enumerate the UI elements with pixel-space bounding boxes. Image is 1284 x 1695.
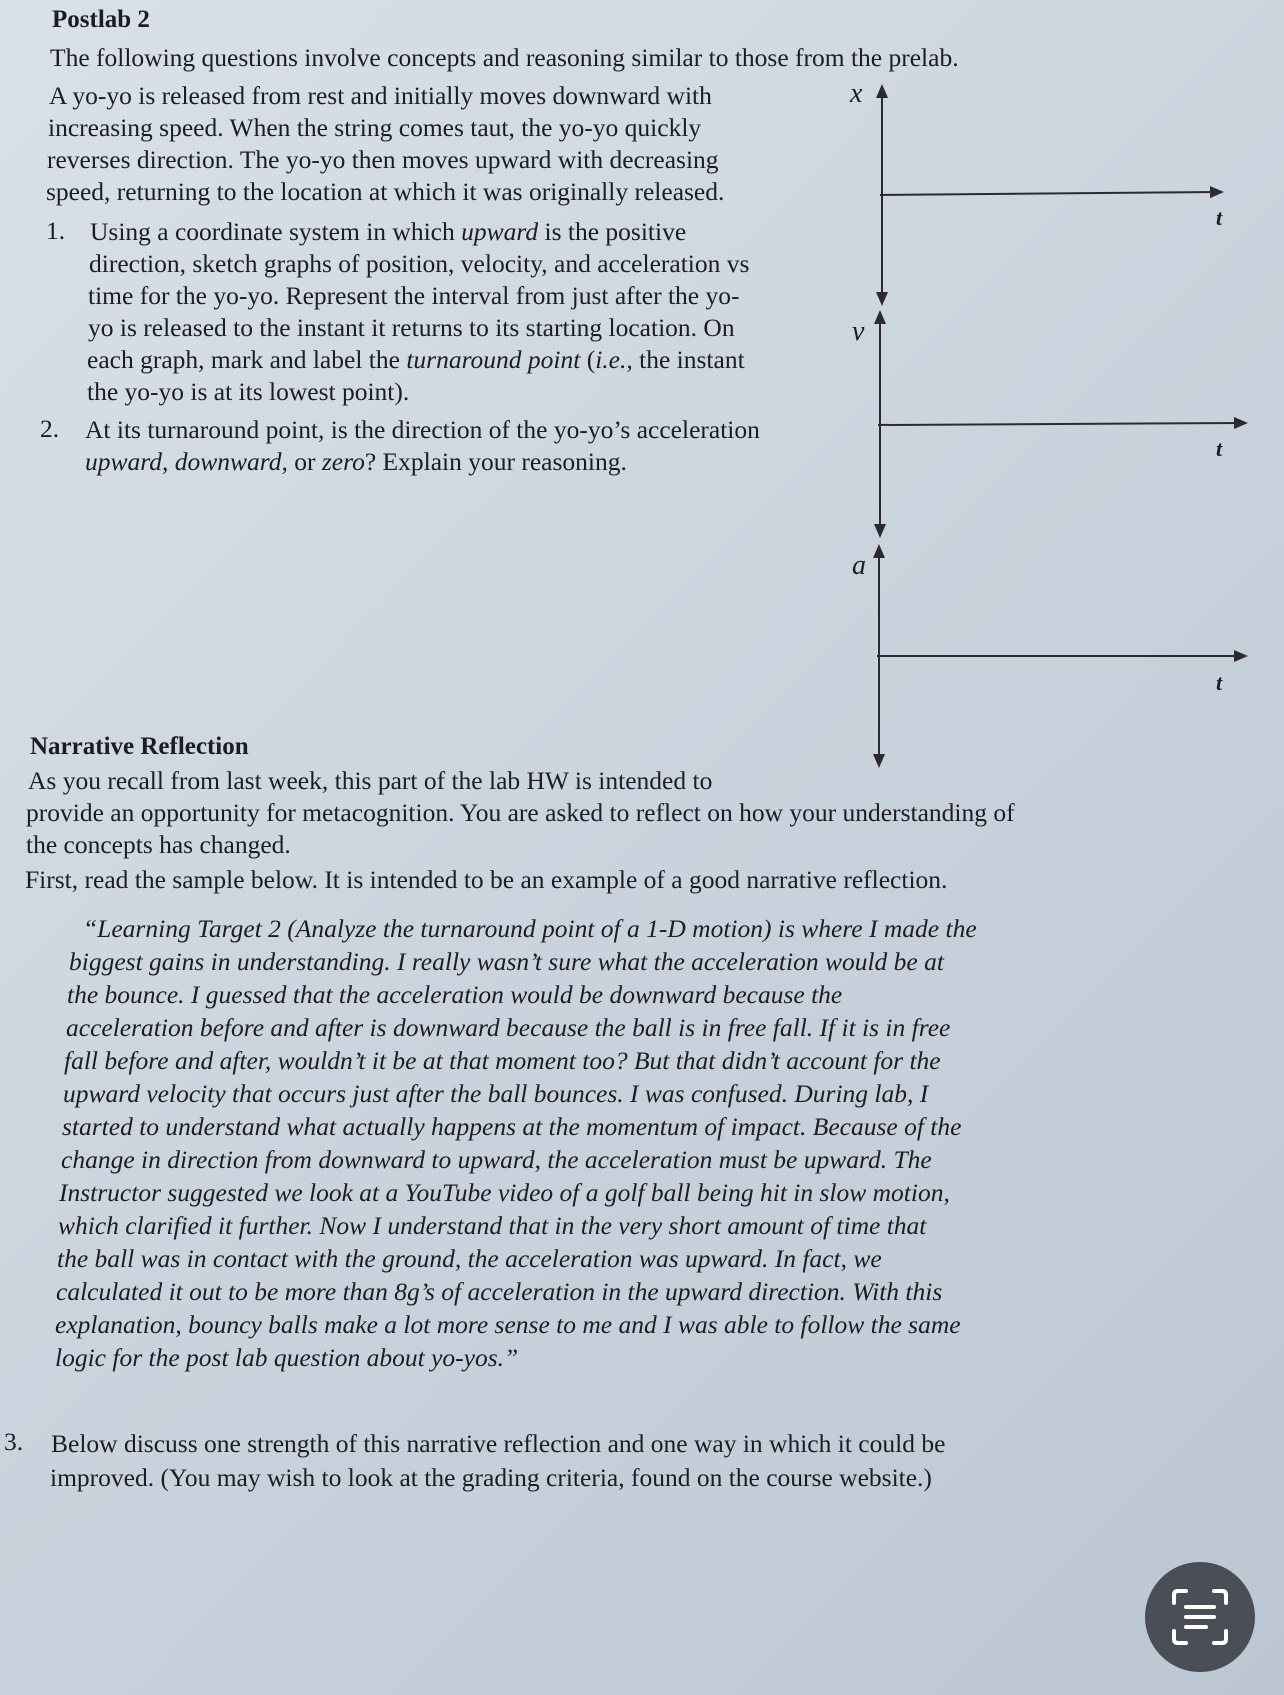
- position-axis-label: x: [850, 78, 863, 109]
- postlab-intro: The following questions involve concepts and reasoning similar to those from the prelab.: [50, 43, 959, 72]
- quote-line: explanation, bouncy balls make a lot more sense to me and I was able to follow the same: [55, 1310, 961, 1339]
- quote-line: acceleration before and after is downward because the ball is in free fall. If it is in free: [66, 1013, 951, 1042]
- scenario-line: increasing speed. When the string comes taut, the yo-yo quickly: [48, 113, 702, 142]
- reflection-title: Narrative Reflection: [30, 733, 249, 760]
- q1-line: each graph, mark and label the turnaround point (i.e., the instant: [87, 345, 745, 374]
- scenario-line: reverses direction. The yo-yo then moves upward with decreasing: [47, 145, 719, 174]
- q3-line: Below discuss one strength of this narrative reflection and one way in which it could be: [51, 1429, 946, 1458]
- quote-line: the ball was in contact with the ground, the acceleration was upward. In fact, we: [57, 1244, 882, 1273]
- position-graph-axes[interactable]: [880, 90, 1218, 300]
- scan-text-icon: [1168, 1585, 1232, 1649]
- velocity-axis-label: v: [852, 316, 865, 347]
- quote-line: Instructor suggested we look at a YouTube video of a golf ball being hit in slow motion,: [59, 1178, 950, 1207]
- q1-line: the yo-yo is at its lowest point).: [87, 377, 410, 406]
- reflection-line: the concepts has changed.: [26, 830, 291, 859]
- question-number: 2.: [40, 414, 60, 443]
- q3-line: improved. (You may wish to look at the grading criteria, found on the course website.): [50, 1463, 932, 1492]
- scenario-line: speed, returning to the location at which it was originally released.: [46, 177, 725, 206]
- reflection-line: As you recall from last week, this part of the lab HW is intended to: [28, 766, 713, 795]
- q1-line: yo is released to the instant it returns to its starting location. On: [88, 313, 735, 342]
- scenario-line: A yo-yo is released from rest and initially moves downward with: [49, 81, 712, 110]
- acceleration-graph-axes[interactable]: [877, 550, 1242, 762]
- q2-line: At its turnaround point, is the direction of the yo-yo’s acceleration: [85, 415, 760, 444]
- scan-text-button[interactable]: [1145, 1562, 1255, 1672]
- postlab-title: Postlab 2: [52, 6, 150, 33]
- quote-line: upward velocity that occurs just after the ball bounces. I was confused. During lab, I: [63, 1079, 929, 1108]
- quote-line: logic for the post lab question about yo-yos.”: [55, 1343, 519, 1372]
- quote-line: started to understand what actually happens at the momentum of impact. Because of the: [62, 1112, 962, 1141]
- time-axis-label: t: [1216, 670, 1223, 695]
- q1-line: direction, sketch graphs of position, velocity, and acceleration vs: [89, 249, 750, 278]
- sample-reflection-quote: [55, 912, 1087, 1374]
- quote-line: calculated it out to be more than 8g’s of acceleration in the upward direction. With this: [56, 1277, 943, 1306]
- quote-line: the bounce. I guessed that the acceleration would be downward because the: [67, 980, 843, 1009]
- quote-line: biggest gains in understanding. I really wasn’t sure what the acceleration would be at: [69, 947, 944, 976]
- quote-line: which clarified it further. Now I understand that in the very short amount of time that: [58, 1211, 927, 1240]
- q1-line: Using a coordinate system in which upward is the positive: [90, 217, 687, 246]
- q2-line: upward, downward, or zero? Explain your reasoning.: [85, 447, 627, 476]
- velocity-graph-axes[interactable]: [878, 316, 1242, 532]
- reflection-line: First, read the sample below. It is intended to be an example of a good narrative reflection.: [25, 865, 948, 894]
- acceleration-axis-label: a: [852, 550, 866, 581]
- time-axis-label: t: [1216, 436, 1223, 461]
- q1-line: time for the yo-yo. Represent the interval from just after the yo-: [88, 281, 740, 310]
- quote-line: “Learning Target 2 (Analyze the turnaround point of a 1-D motion) is where I made the: [83, 914, 977, 943]
- motion-graphs: [0, 0, 1284, 800]
- question-number: 1.: [46, 216, 66, 245]
- quote-line: fall before and after, wouldn’t it be at that moment too? But that didn’t account for the: [64, 1046, 941, 1075]
- quote-line: change in direction from downward to upward, the acceleration must be upward. The: [61, 1145, 932, 1174]
- reflection-line: provide an opportunity for metacognition. You are asked to reflect on how your understanding of: [26, 798, 1015, 827]
- time-axis-label: t: [1216, 205, 1223, 230]
- question-number: 3.: [4, 1427, 24, 1456]
